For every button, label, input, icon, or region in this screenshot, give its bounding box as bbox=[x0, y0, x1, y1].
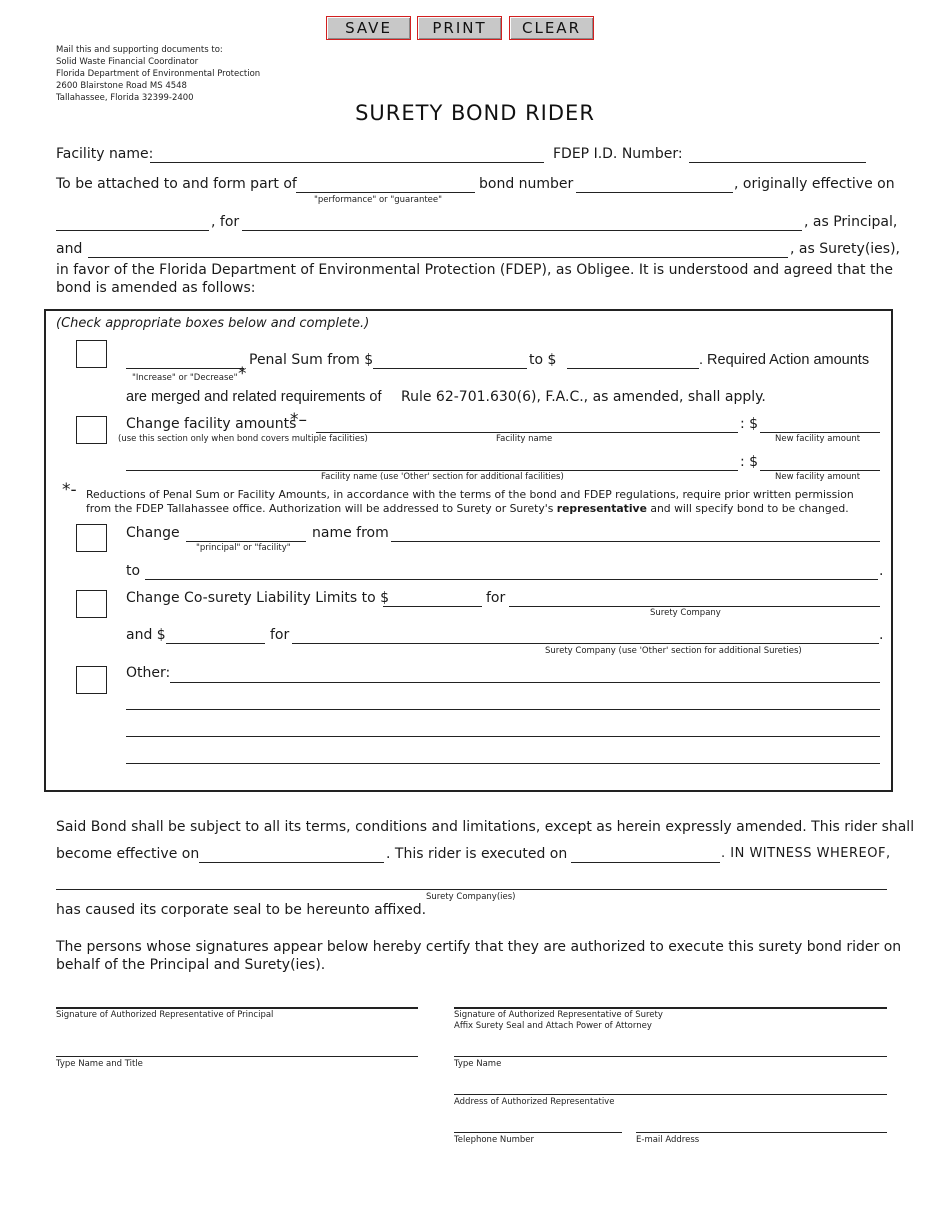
note-line1: Reductions of Penal Sum or Facility Amounts, in accordance with the terms of the bond and FDEP regulations, require prior written permission bbox=[86, 488, 854, 501]
facility-other-hint: Facility name (use 'Other' section for additional facilities) bbox=[321, 472, 564, 482]
note-line2 bbox=[86, 502, 849, 515]
penal-sum-checkbox[interactable] bbox=[76, 340, 107, 368]
certify-line1: The persons whose signatures appear below hereby certify that they are authorized to execute this surety bond rider on bbox=[56, 939, 902, 955]
principal-signature-line[interactable] bbox=[56, 1007, 418, 1009]
required-action-label: . Required Action amounts bbox=[699, 352, 870, 368]
mail-line: 2600 Blairstone Road MS 4548 bbox=[56, 81, 187, 91]
said-bond-text: Said Bond shall be subject to all its terms, conditions and limitations, except as herein expressly amended. This rider shall bbox=[56, 819, 915, 835]
form-title: SURETY BOND RIDER bbox=[355, 101, 595, 125]
note-mark: *- bbox=[62, 480, 77, 500]
address-label: Address of Authorized Representative bbox=[454, 1097, 615, 1107]
to-label: to bbox=[126, 563, 141, 579]
change-facility-label: Change facility amounts bbox=[126, 416, 297, 432]
bond-number-label: bond number bbox=[479, 176, 574, 192]
check-instruction: (Check appropriate boxes below and complete.) bbox=[56, 316, 370, 331]
increase-decrease-hint: "Increase" or "Decrease" bbox=[132, 373, 238, 383]
name-from-label: name from bbox=[312, 525, 389, 541]
email-field[interactable] bbox=[636, 1132, 887, 1133]
other-checkbox[interactable] bbox=[76, 666, 107, 694]
bond-number-field[interactable] bbox=[576, 192, 733, 193]
mail-line: Florida Department of Environmental Protection bbox=[56, 69, 261, 79]
penal-sum-from-field[interactable] bbox=[373, 368, 527, 369]
save-button[interactable]: SAVE bbox=[326, 16, 411, 40]
for-label: for bbox=[270, 627, 290, 643]
merged-text-b: Rule 62-701.630(6), F.A.C., as amended, shall apply. bbox=[401, 389, 766, 405]
telephone-label: Telephone Number bbox=[454, 1135, 535, 1145]
new-amount-hint: New facility amount bbox=[775, 434, 861, 444]
original-effective-date-field[interactable] bbox=[56, 230, 209, 231]
facility-name-2-field[interactable] bbox=[126, 470, 738, 471]
colon-dollar-2: : $ bbox=[740, 454, 759, 470]
type-name-title-field[interactable] bbox=[56, 1056, 418, 1057]
attach-label: To be attached to and form part of bbox=[56, 176, 297, 192]
other-line-3[interactable] bbox=[126, 736, 880, 737]
surety-signature-line[interactable] bbox=[454, 1007, 887, 1009]
sig-surety-label: Signature of Authorized Representative of Surety bbox=[454, 1010, 663, 1020]
period-mark: . bbox=[879, 563, 884, 579]
surety-company-hint: Surety Company bbox=[650, 608, 721, 618]
other-line-4[interactable] bbox=[126, 763, 880, 764]
executed-on-label: . This rider is executed on bbox=[386, 846, 568, 862]
facility-name-1-field[interactable] bbox=[316, 432, 738, 433]
facility-amount-1-field[interactable] bbox=[760, 432, 880, 433]
asterisk-dash-mark: *– bbox=[290, 410, 307, 430]
colon-dollar-1: : $ bbox=[740, 416, 759, 432]
name-to-field[interactable] bbox=[145, 579, 878, 580]
fdep-id-field[interactable] bbox=[689, 162, 866, 163]
cosurety-limit-2-field[interactable] bbox=[166, 643, 265, 644]
note-line2-c: and will specify bond to be changed. bbox=[646, 502, 849, 515]
facility-name-hint: Facility name bbox=[496, 434, 553, 444]
surety-company-1-field[interactable] bbox=[509, 606, 880, 607]
asterisk-mark: * bbox=[238, 364, 247, 384]
new-amount-hint: New facility amount bbox=[775, 472, 861, 482]
performance-guarantee-field[interactable] bbox=[296, 192, 475, 193]
mail-line: Tallahassee, Florida 32399-2400 bbox=[56, 93, 194, 103]
for-label: for bbox=[486, 590, 506, 606]
increase-decrease-field[interactable] bbox=[126, 368, 244, 369]
facility-name-field[interactable] bbox=[150, 162, 544, 163]
surety-other-hint: Surety Company (use 'Other' section for additional Sureties) bbox=[545, 646, 802, 656]
mail-line: Mail this and supporting documents to: bbox=[56, 45, 223, 55]
certify-line2: behalf of the Principal and Surety(ies). bbox=[56, 957, 326, 973]
name-from-field[interactable] bbox=[391, 541, 880, 542]
as-sureties-label: , as Surety(ies), bbox=[790, 241, 900, 257]
executed-date-field[interactable] bbox=[571, 862, 720, 863]
mailing-address bbox=[56, 44, 260, 104]
surety-company-2-field[interactable] bbox=[292, 643, 879, 644]
favor-text-line1: in favor of the Florida Department of Environmental Protection (FDEP), as Obligee. It is understood and agreed that the bbox=[56, 262, 893, 278]
cosurety-checkbox[interactable] bbox=[76, 590, 107, 618]
type-name-label: Type Name bbox=[454, 1059, 502, 1069]
print-button[interactable]: PRINT bbox=[417, 16, 502, 40]
to-dollar-label: to $ bbox=[529, 352, 557, 368]
note-line2-a: from the FDEP Tallahassee office. Authorization will be addressed to Surety or Surety's bbox=[86, 502, 557, 515]
principal-field[interactable] bbox=[242, 230, 802, 231]
facility-amount-2-field[interactable] bbox=[760, 470, 880, 471]
principal-facility-hint: "principal" or "facility" bbox=[196, 543, 291, 553]
seal-text: has caused its corporate seal to be hereunto affixed. bbox=[56, 902, 427, 918]
type-name-title-label: Type Name and Title bbox=[56, 1059, 143, 1069]
rider-effective-date-field[interactable] bbox=[199, 862, 384, 863]
telephone-field[interactable] bbox=[454, 1132, 622, 1133]
cosurety-limit-1-field[interactable] bbox=[383, 606, 482, 607]
other-line-2[interactable] bbox=[126, 709, 880, 710]
penal-sum-label: Penal Sum from $ bbox=[249, 352, 374, 368]
affix-seal-label: Affix Surety Seal and Attach Power of Attorney bbox=[454, 1021, 652, 1031]
fdep-id-label: FDEP I.D. Number: bbox=[553, 146, 683, 162]
email-label: E-mail Address bbox=[636, 1135, 700, 1145]
mail-line: Solid Waste Financial Coordinator bbox=[56, 57, 199, 67]
perf-guar-hint: "performance" or "guarantee" bbox=[314, 195, 443, 205]
change-name-checkbox[interactable] bbox=[76, 524, 107, 552]
type-name-field[interactable] bbox=[454, 1056, 887, 1057]
address-field[interactable] bbox=[454, 1094, 887, 1095]
merged-text-a: are merged and related requirements of bbox=[126, 389, 382, 405]
change-label: Change bbox=[126, 525, 180, 541]
become-effective-label: become effective on bbox=[56, 846, 200, 862]
witness-label: . IN WITNESS WHEREOF, bbox=[721, 846, 891, 861]
favor-text-line2: bond is amended as follows: bbox=[56, 280, 256, 296]
period-mark: . bbox=[879, 627, 884, 643]
penal-sum-to-field[interactable] bbox=[567, 368, 699, 369]
cosurety-label: Change Co-surety Liability Limits to $ bbox=[126, 590, 390, 606]
facility-name-label: Facility name: bbox=[56, 146, 154, 162]
multi-facility-hint: (use this section only when bond covers multiple facilities) bbox=[118, 434, 368, 444]
change-facility-checkbox[interactable] bbox=[76, 416, 107, 444]
surety-field[interactable] bbox=[88, 257, 788, 258]
for-label: , for bbox=[211, 214, 240, 230]
clear-button[interactable]: CLEAR bbox=[509, 16, 594, 40]
surety-companies-hint: Surety Company(ies) bbox=[426, 892, 516, 902]
other-line-1[interactable] bbox=[170, 682, 880, 683]
and-dollar-label: and $ bbox=[126, 627, 166, 643]
note-line2-b: representative bbox=[556, 502, 647, 515]
and-label: and bbox=[56, 241, 83, 257]
originally-effective-label: , originally effective on bbox=[734, 176, 895, 192]
sig-principal-label: Signature of Authorized Representative of Principal bbox=[56, 1010, 274, 1020]
other-label: Other: bbox=[126, 665, 171, 681]
as-principal-label: , as Principal, bbox=[804, 214, 898, 230]
surety-companies-field[interactable] bbox=[56, 889, 887, 890]
principal-facility-field[interactable] bbox=[186, 541, 306, 542]
